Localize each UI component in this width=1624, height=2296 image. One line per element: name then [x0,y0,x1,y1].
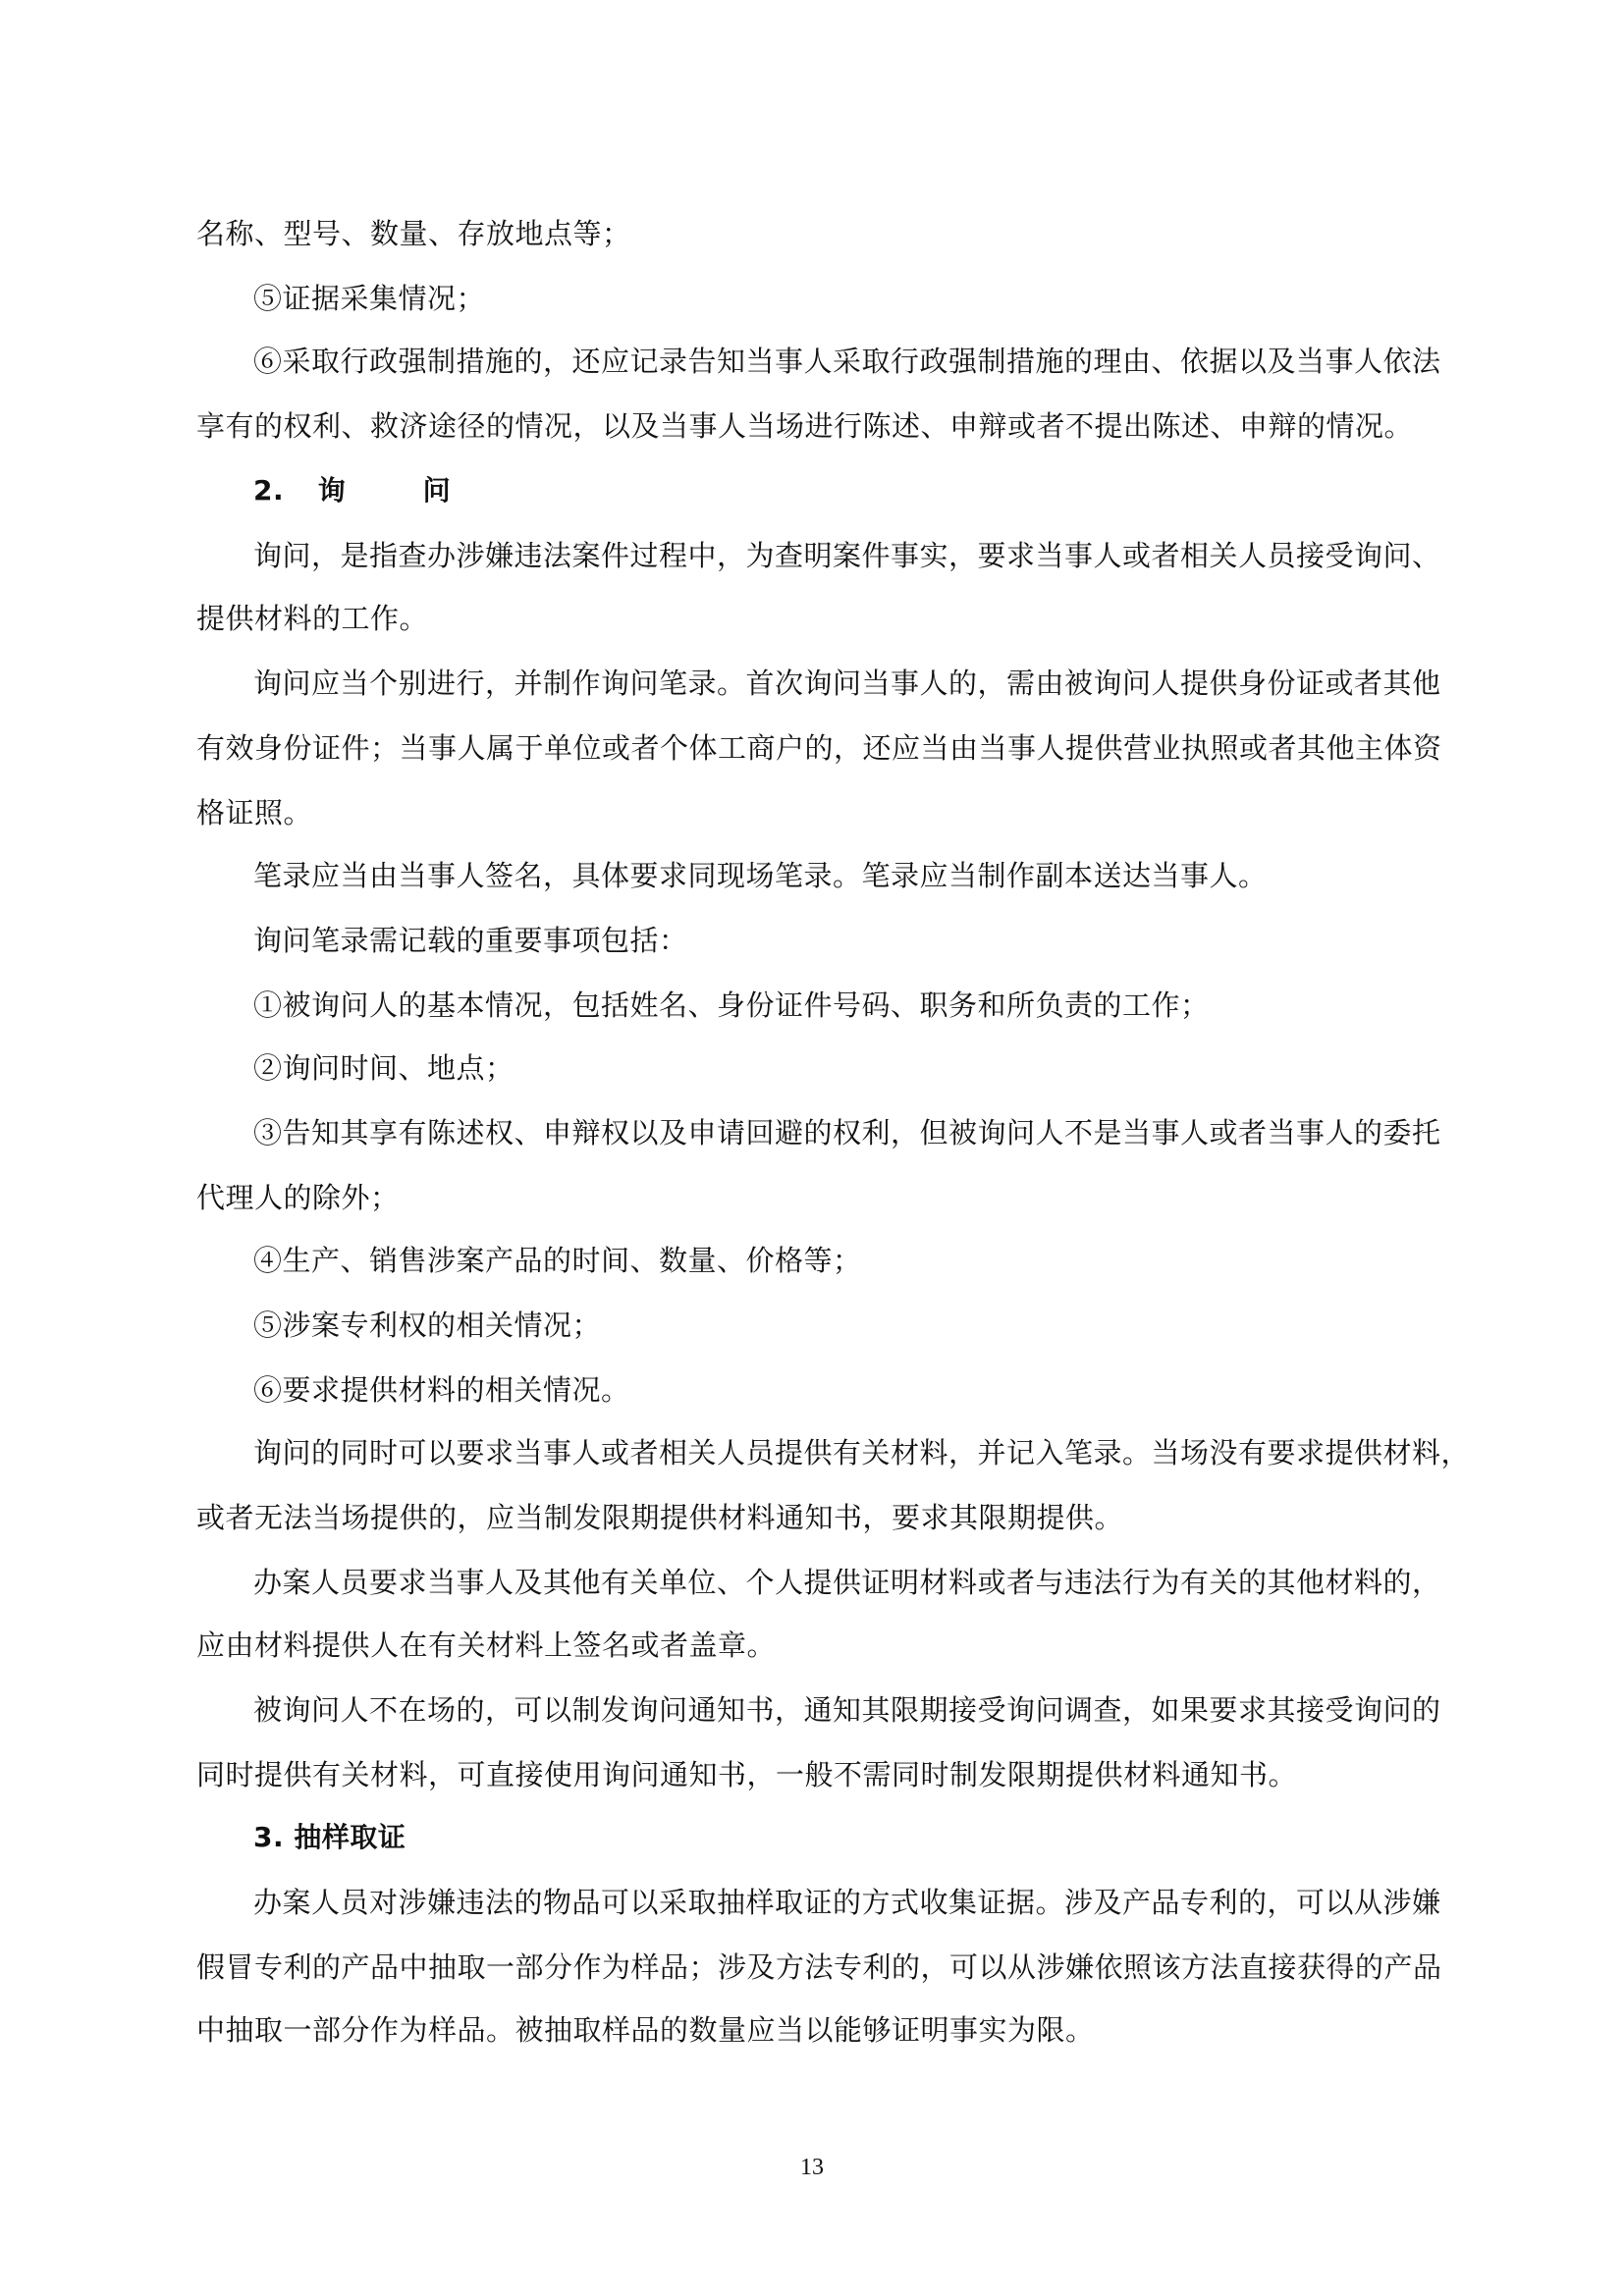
paragraph-line: 被询问人不在场的，可以制发询问通知书，通知其限期接受询问调查，如果要求其接受询问的 [253,1693,1441,1727]
paragraph-line: 中抽取一部分作为样品。被抽取样品的数量应当以能够证明事实为限。 [196,2013,1095,2047]
section-heading-number: 2. [253,474,285,507]
paragraph-line: 笔录应当由当事人签名，具体要求同现场笔录。笔录应当制作副本送达当事人。 [253,859,1268,892]
paragraph-line: 应由材料提供人在有关材料上签名或者盖章。 [196,1629,777,1662]
paragraph-line: 代理人的除外； [196,1181,400,1214]
list-item: ⑤涉案专利权的相关情况； [253,1308,602,1342]
paragraph-line: 提供材料的工作。 [196,602,429,635]
list-item: ⑤证据采集情况； [253,282,486,315]
page-number: 13 [800,2155,824,2180]
paragraph-line: 询问应当个别进行，并制作询问笔录。首次询问当事人的，需由被询问人提供身份证或者其他 [253,667,1441,700]
paragraph-line: 享有的权利、救济途径的情况，以及当事人当场进行陈述、申辩或者不提出陈述、申辩的情况。 [196,409,1414,443]
paragraph-line: 格证照。 [196,796,313,829]
paragraph-line: 询问的同时可以要求当事人或者相关人员提供有关材料，并记入笔录。当场没有要求提供材料， [253,1436,1471,1469]
list-item: ②询问时间、地点； [253,1051,514,1085]
list-item: ⑥要求提供材料的相关情况。 [253,1373,630,1407]
list-item: ④生产、销售涉案产品的时间、数量、价格等； [253,1244,862,1277]
paragraph-line: 有效身份证件；当事人属于单位或者个体工商户的，还应当由当事人提供营业执照或者其他主体资 [196,731,1442,765]
paragraph-line: 同时提供有关材料，可直接使用询问通知书，一般不需同时制发限期提供材料通知书。 [196,1758,1298,1791]
paragraph-line: 办案人员对涉嫌违法的物品可以采取抽样取证的方式收集证据。涉及产品专利的，可以从涉嫌 [253,1886,1441,1919]
list-item: ⑥采取行政强制措施的，还应记录告知当事人采取行政强制措施的理由、依据以及当事人依法 [253,345,1441,378]
section-heading-char: 询 [317,474,347,507]
paragraph-line: 假冒专利的产品中抽取一部分作为样品；涉及方法专利的，可以从涉嫌依照该方法直接获得的产品 [196,1950,1442,1984]
paragraph-line: 或者无法当场提供的，应当制发限期提供材料通知书，要求其限期提供。 [196,1501,1124,1534]
list-item: ①被询问人的基本情况，包括姓名、身份证件号码、职务和所负责的工作； [253,988,1210,1022]
paragraph-line: 名称、型号、数量、存放地点等； [196,217,631,250]
paragraph-line: 办案人员要求当事人及其他有关单位、个人提供证明材料或者与违法行为有关的其他材料的， [253,1566,1441,1599]
section-heading-char: 问 [422,474,452,507]
list-item: ③告知其享有陈述权、申辩权以及申请回避的权利，但被询问人不是当事人或者当事人的委托 [253,1116,1441,1149]
paragraph-line: 询问笔录需记载的重要事项包括： [253,924,688,957]
section-heading-sampling: 3. 抽样取证 [253,1821,406,1853]
paragraph-line: 询问，是指查办涉嫌违法案件过程中，为查明案件事实，要求当事人或者相关人员接受询问、 [253,539,1441,572]
section-heading-inquiry [253,471,451,510]
